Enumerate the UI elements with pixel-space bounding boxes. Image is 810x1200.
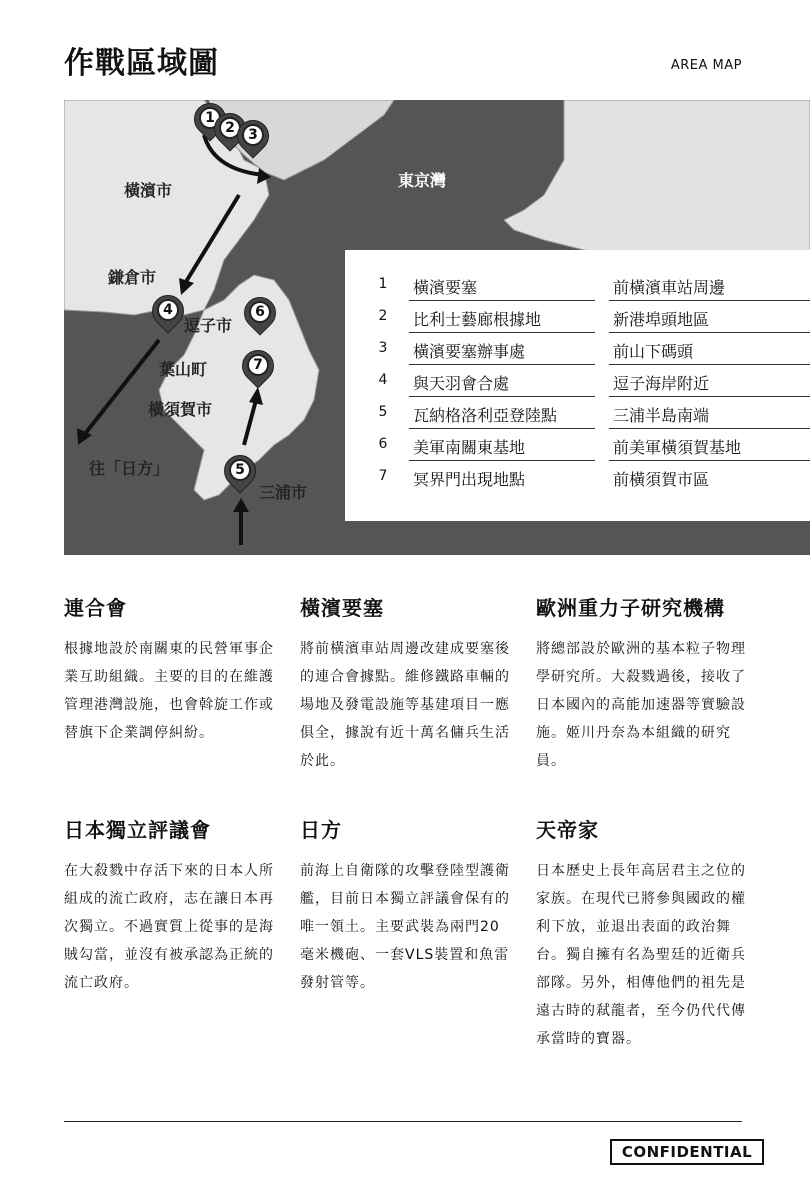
map-pin-6: 6 <box>244 297 276 339</box>
entry-body: 日本歷史上長年高居君主之位的家族。在現代已將參與國政的權利下放，並退出表面的政治舞台。獨自擁有名為聖廷的近衛兵部隊。另外，相傳他們的祖先是遠古時的弒龍者，至今仍代代傳承當時的寶器。 <box>536 863 746 1047</box>
label-hayama: 葉山町 <box>159 360 208 379</box>
legend-row <box>361 366 810 398</box>
legend-divider <box>609 300 810 301</box>
legend-divider <box>609 428 810 429</box>
confidential-stamp: CONFIDENTIAL <box>610 1139 764 1165</box>
legend-number: 2 <box>378 308 388 324</box>
entry-title: 日本獨立評議會 <box>64 818 211 842</box>
legend-name: 橫濱要塞辦事處 <box>413 342 526 361</box>
legend-name: 瓦納格洛利亞登陸點 <box>413 406 558 425</box>
label-kamakura: 鎌倉市 <box>108 268 157 287</box>
label-zushi: 逗子市 <box>184 316 233 335</box>
map-pin-4: 4 <box>152 295 184 337</box>
entry-tentei-family <box>536 814 746 1053</box>
entry-hinomoto <box>300 814 510 997</box>
legend-row <box>361 430 810 462</box>
legend-location: 前美軍橫須賀基地 <box>613 438 742 457</box>
legend-divider <box>409 396 595 397</box>
page-subtitle: AREA MAP <box>670 58 742 73</box>
legend-divider <box>409 300 595 301</box>
label-tokyo-bay: 東京灣 <box>398 171 447 190</box>
entry-japan-independence-council <box>64 814 274 997</box>
area-map <box>64 100 810 555</box>
legend-name: 美軍南關東基地 <box>413 438 526 457</box>
map-pin-2: 2 <box>214 113 246 155</box>
legend-divider <box>409 364 595 365</box>
legend-row <box>361 302 810 334</box>
legend-divider <box>609 364 810 365</box>
legend-divider <box>409 332 595 333</box>
legend-divider <box>409 460 595 461</box>
legend-number: 3 <box>378 340 388 356</box>
legend-number: 7 <box>378 468 388 484</box>
entry-rengokai <box>64 592 274 747</box>
legend-name: 與天羽會合處 <box>413 374 510 393</box>
footer-rule <box>64 1121 742 1122</box>
map-pin-1: 1 <box>194 103 226 145</box>
map-pin-5: 5 <box>224 455 256 497</box>
label-yokohama: 橫濱市 <box>124 181 173 200</box>
legend-divider <box>609 460 810 461</box>
legend-location: 前橫濱車站周邊 <box>613 278 726 297</box>
entry-graviton-institute <box>536 592 746 775</box>
legend-name: 比利士藝廊根據地 <box>413 310 542 329</box>
entry-yokohama-fortress <box>300 592 510 775</box>
legend-divider <box>609 332 810 333</box>
legend-location: 前橫須賀市區 <box>613 470 710 489</box>
page-title: 作戰區域圖 <box>64 46 219 81</box>
legend-name: 冥界門出現地點 <box>413 470 526 489</box>
entry-body: 在大殺戮中存活下來的日本人所組成的流亡政府，志在讓日本再次獨立。不過實質上從事的是海賊勾當，並沒有被承認為正統的流亡政府。 <box>64 863 274 991</box>
map-pin-7: 7 <box>242 350 274 392</box>
legend-location: 新港埠頭地區 <box>613 310 710 329</box>
legend-number: 5 <box>378 404 388 420</box>
legend-location: 三浦半島南端 <box>613 406 710 425</box>
legend-row <box>361 270 810 302</box>
map-pin-3: 3 <box>237 120 269 162</box>
legend-number: 4 <box>378 372 388 388</box>
legend-row <box>361 398 810 430</box>
entry-title: 天帝家 <box>536 818 599 842</box>
map-legend <box>345 250 810 521</box>
legend-divider <box>409 428 595 429</box>
entry-body: 前海上自衛隊的攻擊登陸型護衛艦，目前日本獨立評議會保有的唯一領土。主要武裝為兩門20毫米機砲、一套VLS裝置和魚雷發射管等。 <box>300 863 510 991</box>
entry-title: 歐洲重力子研究機構 <box>536 596 725 620</box>
legend-row <box>361 334 810 366</box>
legend-number: 6 <box>378 436 388 452</box>
label-to-hinomoto: 往「日方」 <box>89 459 170 478</box>
label-yokosuka: 橫須賀市 <box>148 400 213 419</box>
legend-location: 前山下碼頭 <box>613 342 694 361</box>
legend-name: 橫濱要塞 <box>413 278 478 297</box>
entry-title: 日方 <box>300 818 342 842</box>
legend-location: 逗子海岸附近 <box>613 374 710 393</box>
label-miura: 三浦市 <box>259 483 308 502</box>
legend-number: 1 <box>378 276 388 292</box>
legend-row <box>361 462 810 494</box>
entry-body: 將前橫濱車站周邊改建成要塞後的連合會據點。維修鐵路車輛的場地及發電設施等基建項目一應俱全，據說有近十萬名傭兵生活於此。 <box>300 641 510 769</box>
entry-title: 橫濱要塞 <box>300 596 384 620</box>
entry-body: 根據地設於南關東的民營軍事企業互助組織。主要的目的在維護管理港灣設施，也會斡旋工作或替旗下企業調停糾紛。 <box>64 641 274 741</box>
entry-body: 將總部設於歐洲的基本粒子物理學研究所。大殺戮過後，接收了日本國內的高能加速器等實驗設施。姬川丹奈為本組織的研究員。 <box>536 641 746 769</box>
legend-divider <box>609 396 810 397</box>
entry-title: 連合會 <box>64 596 127 620</box>
